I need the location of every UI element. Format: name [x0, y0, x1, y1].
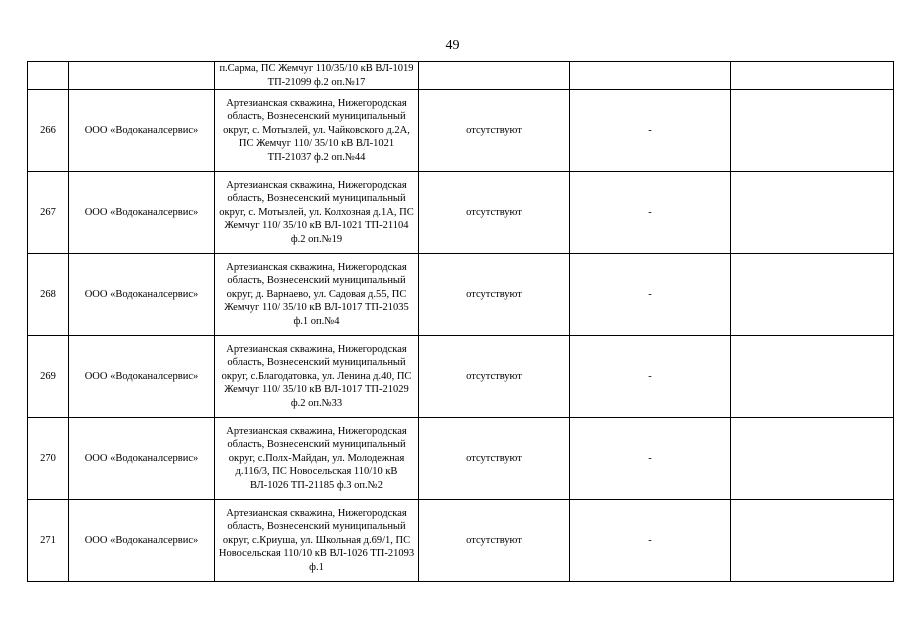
- cell-value: [570, 62, 731, 90]
- cell-note: [731, 500, 894, 582]
- cell-value: -: [570, 500, 731, 582]
- cell-num: 266: [28, 90, 69, 172]
- cell-value: -: [570, 336, 731, 418]
- cell-note: [731, 254, 894, 336]
- cell-status: отсутствуют: [419, 336, 570, 418]
- table-row: [28, 500, 894, 582]
- cell-org: ООО «Водоканалсервис»: [69, 500, 215, 582]
- cell-note: [731, 336, 894, 418]
- cell-num: 267: [28, 172, 69, 254]
- cell-org: ООО «Водоканалсервис»: [69, 336, 215, 418]
- cell-num: 268: [28, 254, 69, 336]
- cell-value: -: [570, 172, 731, 254]
- cell-note: [731, 90, 894, 172]
- table-row: [28, 336, 894, 418]
- cell-status: отсутствуют: [419, 172, 570, 254]
- cell-num: [28, 62, 69, 90]
- cell-status: отсутствуют: [419, 500, 570, 582]
- cell-note: [731, 418, 894, 500]
- cell-note: [731, 172, 894, 254]
- cell-num: 270: [28, 418, 69, 500]
- cell-note: [731, 62, 894, 90]
- cell-address: п.Сарма, ПС Жемчуг 110/35/10 кВ ВЛ-1019 ТП-21099 ф.2 оп.№17: [215, 62, 419, 90]
- page-number: 49: [445, 38, 460, 53]
- cell-address: Артезианская скважина, Нижегородская область, Вознесенский муниципальный округ, с.Благодатовка, ул. Ленина д.40, ПС Жемчуг 110/ 35/10 кВ ВЛ-1017 ТП-21029 ф.2 оп.№33: [215, 336, 419, 418]
- cell-address: Артезианская скважина, Нижегородская область, Вознесенский муниципальный округ, с.Криуша, ул. Школьная д.69/1, ПС Новосельская 110/10 кВ ВЛ-1026 ТП-21093 ф.1: [215, 500, 419, 582]
- table-row: [28, 172, 894, 254]
- cell-num: 271: [28, 500, 69, 582]
- table-row: [28, 254, 894, 336]
- data-table: [27, 61, 894, 582]
- cell-address: Артезианская скважина, Нижегородская область, Вознесенский муниципальный округ, с.Полх-Майдан, ул. Молодежная д.116/3, ПС Новосельская 110/10 кВ ВЛ-1026 ТП-21185 ф.3 оп.№2: [215, 418, 419, 500]
- cell-org: ООО «Водоканалсервис»: [69, 90, 215, 172]
- cell-status: отсутствуют: [419, 254, 570, 336]
- table-row: [28, 418, 894, 500]
- cell-status: [419, 62, 570, 90]
- cell-address: Артезианская скважина, Нижегородская область, Вознесенский муниципальный округ, с. Мотызлей, ул. Колхозная д.1А, ПС Жемчуг 110/ 35/10 кВ ВЛ-1021 ТП-21104 ф.2 оп.№19: [215, 172, 419, 254]
- cell-org: [69, 62, 215, 90]
- cell-org: ООО «Водоканалсервис»: [69, 254, 215, 336]
- cell-value: -: [570, 418, 731, 500]
- cell-value: -: [570, 254, 731, 336]
- table-row: [28, 90, 894, 172]
- cell-address: Артезианская скважина, Нижегородская область, Вознесенский муниципальный округ, д. Варнаево, ул. Садовая д.55, ПС Жемчуг 110/ 35/10 кВ ВЛ-1017 ТП-21035 ф.1 оп.№4: [215, 254, 419, 336]
- cell-status: отсутствуют: [419, 90, 570, 172]
- cell-num: 269: [28, 336, 69, 418]
- table-row-continuation: [28, 62, 894, 90]
- cell-address: Артезианская скважина, Нижегородская область, Вознесенский муниципальный округ, с. Мотызлей, ул. Чайковского д.2А, ПС Жемчуг 110/ 35/10 кВ ВЛ-1021 ТП-21037 ф.2 оп.№44: [215, 90, 419, 172]
- cell-org: ООО «Водоканалсервис»: [69, 418, 215, 500]
- cell-org: ООО «Водоканалсервис»: [69, 172, 215, 254]
- cell-status: отсутствуют: [419, 418, 570, 500]
- cell-value: -: [570, 90, 731, 172]
